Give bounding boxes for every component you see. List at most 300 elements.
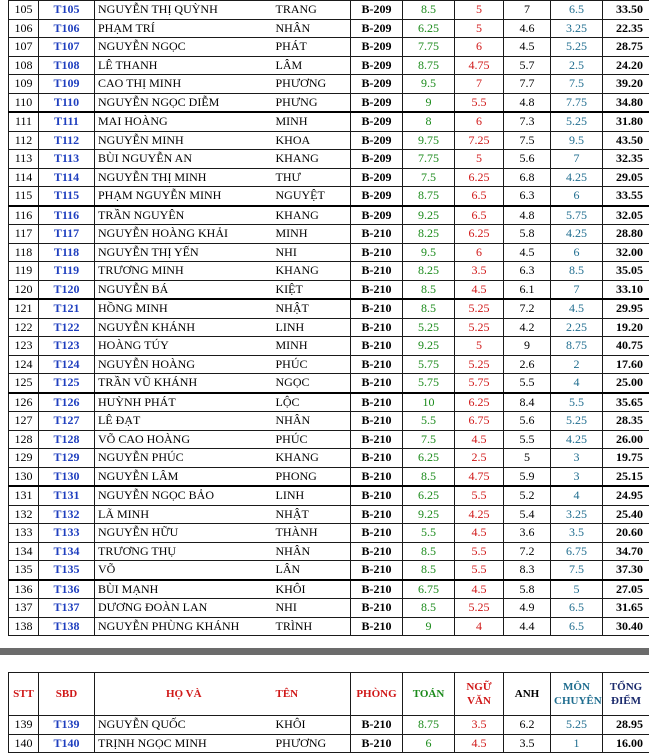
table-row [9, 486, 649, 505]
cell-mon-chuyen: 4 [551, 486, 603, 505]
cell-sbd: T129 [39, 449, 95, 468]
cell-ten: PHÚC [273, 430, 351, 449]
cell-ho: NGUYỄN HOÀNG KHẢI [95, 225, 273, 244]
cell-phong: B-210 [351, 280, 403, 299]
cell-ten: NHẬT [273, 299, 351, 318]
cell-ngu-van: 3.5 [455, 716, 504, 735]
cell-tong-diem: 33.10 [603, 280, 649, 299]
cell-mon-chuyen: 6.75 [551, 542, 603, 561]
cell-mon-chuyen: 2.5 [551, 56, 603, 75]
cell-toan: 8 [403, 112, 455, 131]
cell-phong: B-210 [351, 449, 403, 468]
cell-ten: MINH [273, 225, 351, 244]
cell-stt: 122 [9, 318, 39, 337]
cell-sbd: T115 [39, 187, 95, 206]
table-row [9, 280, 649, 299]
cell-ngu-van: 6 [455, 112, 504, 131]
cell-ten: NHÂN [273, 412, 351, 431]
cell-ngu-van: 7 [455, 75, 504, 94]
cell-sbd: T107 [39, 38, 95, 57]
cell-tong-diem: 20.60 [603, 524, 649, 543]
cell-stt: 135 [9, 561, 39, 580]
cell-phong: B-209 [351, 206, 403, 225]
cell-ho: NGUYỄN BÁ [95, 280, 273, 299]
cell-mon-chuyen: 6.5 [551, 599, 603, 618]
cell-anh: 5.9 [504, 467, 551, 486]
cell-phong: B-209 [351, 38, 403, 57]
cell-mon-chuyen: 3 [551, 467, 603, 486]
cell-ten: NHI [273, 243, 351, 262]
cell-tong-diem: 19.75 [603, 449, 649, 468]
cell-stt: 136 [9, 580, 39, 599]
cell-ten: PHƯƠNG [273, 75, 351, 94]
cell-mon-chuyen: 5.25 [551, 112, 603, 131]
cell-anh: 5.8 [504, 580, 551, 599]
cell-mon-chuyen: 4.25 [551, 168, 603, 187]
cell-tong-diem: 31.80 [603, 112, 649, 131]
cell-toan: 7.75 [403, 150, 455, 169]
cell-tong-diem: 26.00 [603, 430, 649, 449]
cell-sbd: T131 [39, 486, 95, 505]
cell-anh: 6.3 [504, 262, 551, 281]
cell-ten: THÀNH [273, 524, 351, 543]
cell-sbd: T113 [39, 150, 95, 169]
cell-anh: 5.2 [504, 486, 551, 505]
cell-phong: B-209 [351, 1, 403, 20]
table-row [9, 225, 649, 244]
cell-stt: 130 [9, 467, 39, 486]
cell-mon-chuyen: 5.25 [551, 716, 603, 735]
cell-ngu-van: 6.5 [455, 187, 504, 206]
cell-stt: 106 [9, 19, 39, 38]
cell-sbd: T121 [39, 299, 95, 318]
cell-ten: MINH [273, 112, 351, 131]
cell-mon-chuyen: 7 [551, 150, 603, 169]
cell-sbd: T116 [39, 206, 95, 225]
cell-tong-diem: 25.15 [603, 467, 649, 486]
cell-sbd: T140 [39, 734, 95, 753]
cell-stt: 111 [9, 112, 39, 131]
cell-tong-diem: 34.70 [603, 542, 649, 561]
cell-ngu-van: 5.5 [455, 93, 504, 112]
cell-toan: 9.25 [403, 206, 455, 225]
table-bottom-body [9, 673, 649, 753]
table-row [9, 112, 649, 131]
cell-mon-chuyen: 6.5 [551, 1, 603, 20]
cell-mon-chuyen: 8.5 [551, 262, 603, 281]
table-row [9, 524, 649, 543]
header-toan: TOÁN [403, 673, 455, 716]
cell-anh: 4.5 [504, 38, 551, 57]
cell-ho: TRƯƠNG THỤ [95, 542, 273, 561]
cell-ten: MINH [273, 337, 351, 356]
cell-sbd: T134 [39, 542, 95, 561]
cell-mon-chuyen: 3.5 [551, 524, 603, 543]
cell-sbd: T124 [39, 355, 95, 374]
table-row [9, 617, 649, 636]
cell-toan: 8.25 [403, 225, 455, 244]
table-row [9, 299, 649, 318]
cell-anh: 2.6 [504, 355, 551, 374]
cell-mon-chuyen: 7.5 [551, 561, 603, 580]
cell-ngu-van: 5 [455, 1, 504, 20]
cell-anh: 7.2 [504, 542, 551, 561]
cell-ten: NHÂN [273, 542, 351, 561]
cell-ten: LINH [273, 318, 351, 337]
cell-mon-chuyen: 6 [551, 243, 603, 262]
cell-toan: 9.25 [403, 337, 455, 356]
cell-ngu-van: 4.5 [455, 430, 504, 449]
cell-tong-diem: 29.05 [603, 168, 649, 187]
header-mon-chuyen-line2: CHUYÊN [554, 695, 602, 707]
cell-toan: 5.25 [403, 318, 455, 337]
cell-tong-diem: 28.35 [603, 412, 649, 431]
table-row [9, 150, 649, 169]
cell-anh: 4.9 [504, 599, 551, 618]
cell-stt: 132 [9, 505, 39, 524]
cell-sbd: T109 [39, 75, 95, 94]
cell-sbd: T125 [39, 374, 95, 393]
cell-tong-diem: 24.95 [603, 486, 649, 505]
cell-mon-chuyen: 2.25 [551, 318, 603, 337]
cell-mon-chuyen: 5 [551, 580, 603, 599]
header-ngu-van [455, 673, 504, 716]
cell-tong-diem: 24.20 [603, 56, 649, 75]
cell-toan: 9 [403, 93, 455, 112]
cell-ngu-van: 4.5 [455, 580, 504, 599]
cell-ho: NGUYỄN PHÙNG KHÁNH [95, 617, 273, 636]
cell-phong: B-210 [351, 225, 403, 244]
cell-ngu-van: 5.25 [455, 355, 504, 374]
cell-ten: NGUYỆT [273, 187, 351, 206]
cell-toan: 9.5 [403, 75, 455, 94]
cell-ngu-van: 6 [455, 38, 504, 57]
cell-ten: PHÚC [273, 355, 351, 374]
cell-ngu-van: 4 [455, 617, 504, 636]
cell-toan: 5.5 [403, 524, 455, 543]
cell-ho: NGUYỄN THỊ YẾN [95, 243, 273, 262]
cell-sbd: T112 [39, 131, 95, 150]
cell-ho: NGUYỄN LÂM [95, 467, 273, 486]
header-ho-va: HỌ VÀ [95, 673, 273, 716]
cell-ho: DƯƠNG ĐOÀN LAN [95, 599, 273, 618]
cell-phong: B-209 [351, 112, 403, 131]
cell-anh: 5.4 [504, 505, 551, 524]
cell-stt: 110 [9, 93, 39, 112]
cell-stt: 112 [9, 131, 39, 150]
cell-anh: 7.3 [504, 112, 551, 131]
table-row [9, 599, 649, 618]
header-ten: TÊN [273, 673, 351, 716]
cell-ho: NGUYỄN QUỐC [95, 716, 273, 735]
cell-mon-chuyen: 4.5 [551, 299, 603, 318]
cell-ho: HOÀNG TÚY [95, 337, 273, 356]
cell-phong: B-210 [351, 599, 403, 618]
header-phong: PHÒNG [351, 673, 403, 716]
cell-stt: 128 [9, 430, 39, 449]
cell-sbd: T111 [39, 112, 95, 131]
cell-phong: B-210 [351, 617, 403, 636]
cell-ten: KHOA [273, 131, 351, 150]
cell-ngu-van: 4.5 [455, 280, 504, 299]
cell-mon-chuyen: 7.75 [551, 93, 603, 112]
cell-mon-chuyen: 5.25 [551, 412, 603, 431]
cell-ho: BÙI MẠNH [95, 580, 273, 599]
cell-sbd: T138 [39, 617, 95, 636]
cell-anh: 4.6 [504, 19, 551, 38]
cell-phong: B-210 [351, 580, 403, 599]
table-row [9, 93, 649, 112]
cell-anh: 5.5 [504, 374, 551, 393]
table-row [9, 580, 649, 599]
cell-phong: B-210 [351, 716, 403, 735]
cell-ho: NGUYỄN HỮU [95, 524, 273, 543]
cell-ten: KIỆT [273, 280, 351, 299]
table-row [9, 337, 649, 356]
cell-tong-diem: 43.50 [603, 131, 649, 150]
header-mon-chuyen [551, 673, 603, 716]
cell-ho: TRẦN VŨ KHÁNH [95, 374, 273, 393]
cell-ten: KHANG [273, 150, 351, 169]
cell-tong-diem: 39.20 [603, 75, 649, 94]
cell-ten: LÂN [273, 561, 351, 580]
cell-toan: 8.5 [403, 599, 455, 618]
cell-anh: 6.8 [504, 168, 551, 187]
score-table-bottom [8, 672, 649, 753]
cell-stt: 105 [9, 1, 39, 20]
cell-tong-diem: 30.40 [603, 617, 649, 636]
cell-tong-diem: 19.20 [603, 318, 649, 337]
cell-sbd: T139 [39, 716, 95, 735]
cell-stt: 116 [9, 206, 39, 225]
cell-toan: 9.5 [403, 243, 455, 262]
cell-stt: 115 [9, 187, 39, 206]
cell-anh: 5.6 [504, 412, 551, 431]
cell-ho: NGUYỄN NGỌC BẢO [95, 486, 273, 505]
cell-tong-diem: 33.50 [603, 1, 649, 20]
cell-phong: B-210 [351, 486, 403, 505]
cell-tong-diem: 29.95 [603, 299, 649, 318]
cell-stt: 137 [9, 599, 39, 618]
cell-phong: B-209 [351, 168, 403, 187]
cell-phong: B-210 [351, 412, 403, 431]
cell-tong-diem: 32.35 [603, 150, 649, 169]
cell-stt: 119 [9, 262, 39, 281]
cell-sbd: T119 [39, 262, 95, 281]
cell-sbd: T132 [39, 505, 95, 524]
cell-tong-diem: 16.00 [603, 734, 649, 753]
cell-mon-chuyen: 7 [551, 280, 603, 299]
cell-phong: B-209 [351, 131, 403, 150]
cell-sbd: T110 [39, 93, 95, 112]
cell-mon-chuyen: 5.75 [551, 206, 603, 225]
cell-phong: B-209 [351, 19, 403, 38]
cell-phong: B-210 [351, 393, 403, 412]
table-header-row [9, 673, 649, 716]
table-row [9, 467, 649, 486]
cell-ho: NGUYỄN NGỌC [95, 38, 273, 57]
cell-mon-chuyen: 3 [551, 449, 603, 468]
cell-tong-diem: 22.35 [603, 19, 649, 38]
cell-ten: TRANG [273, 1, 351, 20]
cell-ho: TRƯƠNG MINH [95, 262, 273, 281]
cell-sbd: T114 [39, 168, 95, 187]
cell-ngu-van: 6.25 [455, 393, 504, 412]
cell-ten: TRÌNH [273, 617, 351, 636]
header-tong-diem [603, 673, 649, 716]
cell-ten: PHƯNG [273, 93, 351, 112]
cell-anh: 4.2 [504, 318, 551, 337]
cell-ho: VÕ [95, 561, 273, 580]
cell-ngu-van: 5.25 [455, 318, 504, 337]
cell-toan: 9.75 [403, 131, 455, 150]
table-row [9, 430, 649, 449]
cell-anh: 7.2 [504, 299, 551, 318]
cell-phong: B-209 [351, 75, 403, 94]
cell-toan: 8.5 [403, 299, 455, 318]
cell-stt: 121 [9, 299, 39, 318]
cell-phong: B-210 [351, 561, 403, 580]
cell-ngu-van: 5.25 [455, 599, 504, 618]
table-top-body [9, 1, 649, 636]
cell-ho: PHẠM NGUYỄN MINH [95, 187, 273, 206]
cell-stt: 117 [9, 225, 39, 244]
cell-toan: 5.75 [403, 374, 455, 393]
cell-ten: KHANG [273, 206, 351, 225]
cell-stt: 140 [9, 734, 39, 753]
cell-ho: NGUYỄN PHÚC [95, 449, 273, 468]
cell-ho: LÃ MINH [95, 505, 273, 524]
header-anh: ANH [504, 673, 551, 716]
cell-anh: 8.3 [504, 561, 551, 580]
header-mon-chuyen-line1: MÔN [563, 681, 590, 693]
cell-stt: 114 [9, 168, 39, 187]
cell-toan: 8.5 [403, 542, 455, 561]
table-row [9, 412, 649, 431]
table-row [9, 393, 649, 412]
table-row [9, 561, 649, 580]
table-row [9, 187, 649, 206]
cell-toan: 8.5 [403, 561, 455, 580]
table-row [9, 131, 649, 150]
cell-anh: 4.5 [504, 243, 551, 262]
cell-phong: B-209 [351, 93, 403, 112]
cell-phong: B-210 [351, 355, 403, 374]
cell-toan: 6.25 [403, 19, 455, 38]
cell-ho: HUỲNH PHÁT [95, 393, 273, 412]
cell-tong-diem: 28.95 [603, 716, 649, 735]
cell-sbd: T133 [39, 524, 95, 543]
table-row [9, 449, 649, 468]
cell-ngu-van: 3.5 [455, 262, 504, 281]
cell-sbd: T117 [39, 225, 95, 244]
cell-mon-chuyen: 8.75 [551, 337, 603, 356]
table-row [9, 262, 649, 281]
cell-phong: B-210 [351, 734, 403, 753]
cell-sbd: T128 [39, 430, 95, 449]
cell-tong-diem: 28.80 [603, 225, 649, 244]
cell-toan: 8.75 [403, 716, 455, 735]
cell-sbd: T135 [39, 561, 95, 580]
cell-stt: 134 [9, 542, 39, 561]
table-row [9, 355, 649, 374]
header-ngu-van-line1: NGỮ [466, 681, 491, 693]
cell-sbd: T137 [39, 599, 95, 618]
cell-stt: 127 [9, 412, 39, 431]
table-row [9, 542, 649, 561]
cell-mon-chuyen: 4.25 [551, 225, 603, 244]
cell-phong: B-210 [351, 262, 403, 281]
cell-ho: MAI HOÀNG [95, 112, 273, 131]
cell-toan: 5.5 [403, 412, 455, 431]
cell-tong-diem: 40.75 [603, 337, 649, 356]
cell-stt: 120 [9, 280, 39, 299]
table-row [9, 1, 649, 20]
cell-ho: CAO THỊ MINH [95, 75, 273, 94]
cell-tong-diem: 34.80 [603, 93, 649, 112]
cell-anh: 7 [504, 1, 551, 20]
cell-phong: B-210 [351, 374, 403, 393]
cell-phong: B-209 [351, 187, 403, 206]
cell-toan: 5.75 [403, 355, 455, 374]
cell-anh: 5.7 [504, 56, 551, 75]
cell-toan: 8.75 [403, 187, 455, 206]
cell-stt: 139 [9, 716, 39, 735]
cell-toan: 8.5 [403, 1, 455, 20]
cell-toan: 7.5 [403, 430, 455, 449]
cell-tong-diem: 28.75 [603, 38, 649, 57]
cell-toan: 9.25 [403, 505, 455, 524]
cell-anh: 4.8 [504, 93, 551, 112]
cell-anh: 7.5 [504, 131, 551, 150]
cell-ngu-van: 4.75 [455, 467, 504, 486]
cell-toan: 6.75 [403, 580, 455, 599]
cell-anh: 9 [504, 337, 551, 356]
cell-mon-chuyen: 5.25 [551, 38, 603, 57]
cell-stt: 107 [9, 38, 39, 57]
cell-ngu-van: 4.75 [455, 56, 504, 75]
cell-mon-chuyen: 9.5 [551, 131, 603, 150]
cell-ngu-van: 4.25 [455, 505, 504, 524]
cell-ho: NGUYỄN NGỌC DIỄM [95, 93, 273, 112]
cell-toan: 10 [403, 393, 455, 412]
cell-stt: 126 [9, 393, 39, 412]
cell-toan: 8.25 [403, 262, 455, 281]
cell-phong: B-209 [351, 150, 403, 169]
cell-ngu-van: 7.25 [455, 131, 504, 150]
cell-ten: PHONG [273, 467, 351, 486]
cell-sbd: T118 [39, 243, 95, 262]
table-row [9, 243, 649, 262]
table-row [9, 734, 649, 753]
cell-sbd: T127 [39, 412, 95, 431]
cell-toan: 6.25 [403, 486, 455, 505]
table-row [9, 318, 649, 337]
cell-phong: B-210 [351, 430, 403, 449]
cell-phong: B-210 [351, 524, 403, 543]
cell-tong-diem: 37.30 [603, 561, 649, 580]
cell-toan: 6 [403, 734, 455, 753]
header-sbd: SBD [39, 673, 95, 716]
cell-ngu-van: 5 [455, 150, 504, 169]
cell-phong: B-210 [351, 243, 403, 262]
cell-ngu-van: 6 [455, 243, 504, 262]
cell-ten: KHÔI [273, 716, 351, 735]
cell-ten: THƯ [273, 168, 351, 187]
score-table-top [8, 0, 649, 636]
cell-ten: KHANG [273, 449, 351, 468]
cell-sbd: T122 [39, 318, 95, 337]
